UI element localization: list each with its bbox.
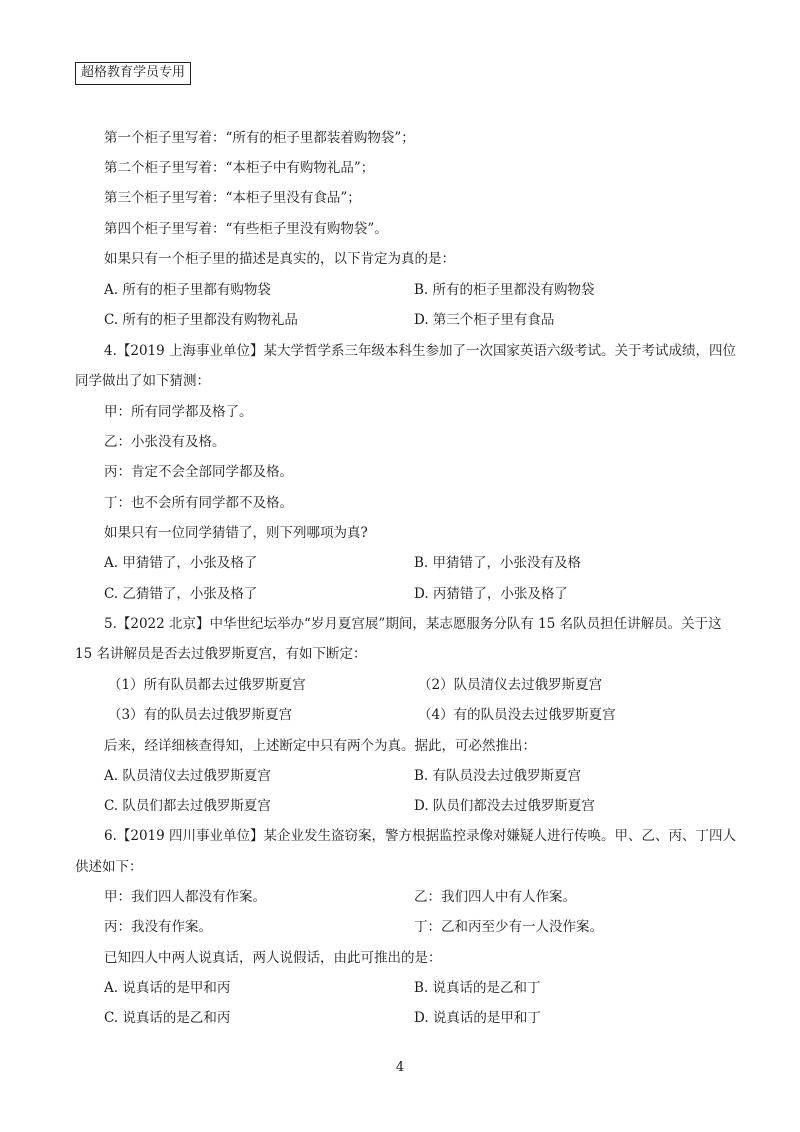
q4-option-c: C. 乙猜错了，小张及格了 bbox=[104, 586, 258, 602]
q4-guess-ding: 丁：也不会所有同学都不及格。 bbox=[104, 495, 293, 511]
q3-option-d: D. 第三个柜子里有食品 bbox=[414, 312, 555, 328]
q6-statement-jia: 甲：我们四人都没有作案。 bbox=[104, 889, 266, 905]
q4-option-b: B. 甲猜错了，小张没有及格 bbox=[414, 555, 582, 571]
q3-option-c: C. 所有的柜子里都没有购物礼品 bbox=[104, 312, 298, 328]
q6-stem-line-1: 6.【2019 四川事业单位】某企业发生盗窃案，警方根据监控录像对嫌疑人进行传唤。甲、乙、丙、丁四人 bbox=[104, 828, 737, 844]
q6-stem-line-2: 供述如下： bbox=[75, 859, 143, 875]
cabinet-3-text: 第三个柜子里写着：“本柜子里没有食品”； bbox=[104, 190, 361, 206]
cabinet-1-text: 第一个柜子里写着：“所有的柜子里都装着购物袋”； bbox=[104, 130, 415, 146]
q4-option-a: A. 甲猜错了，小张及格了 bbox=[104, 555, 258, 571]
q5-option-c: C. 队员们都去过俄罗斯夏宫 bbox=[104, 798, 271, 814]
page-number: 4 bbox=[395, 1060, 405, 1075]
student-only-label: 超格教育学员专用 bbox=[75, 62, 191, 85]
cabinet-2-text: 第二个柜子里写着：“本柜子中有购物礼品”； bbox=[104, 160, 375, 176]
q4-stem-line-2: 同学做出了如下猜测： bbox=[75, 373, 210, 389]
q5-statement-1: （1）所有队员都去过俄罗斯夏宫 bbox=[108, 677, 306, 693]
q6-option-b: B. 说真话的是乙和丁 bbox=[414, 980, 541, 996]
q3-question: 如果只有一个柜子里的描述是真实的，以下肯定为真的是： bbox=[104, 251, 455, 267]
q4-guess-yi: 乙：小张没有及格。 bbox=[104, 434, 226, 450]
q5-option-d: D. 队员们都没去过俄罗斯夏宫 bbox=[414, 798, 595, 814]
q6-statement-yi: 乙：我们四人中有人作案。 bbox=[414, 889, 576, 905]
q4-option-d: D. 丙猜错了，小张及格了 bbox=[414, 586, 568, 602]
q6-option-d: D. 说真话的是甲和丁 bbox=[414, 1010, 541, 1026]
q4-guess-jia: 甲：所有同学都及格了。 bbox=[104, 404, 253, 420]
q5-stem-line-1: 5.【2022 北京】中华世纪坛举办“岁月夏宫展”期间，某志愿服务分队有 15 名队员担任讲解员。关于这 bbox=[104, 616, 722, 632]
q5-question: 后来，经详细核查得知，上述断定中只有两个为真。据此，可必然推出： bbox=[104, 738, 536, 754]
q5-stem-line-2: 15 名讲解员是否去过俄罗斯夏宫，有如下断定： bbox=[75, 646, 367, 662]
q5-statement-4: （4）有的队员没去过俄罗斯夏宫 bbox=[418, 707, 616, 723]
q6-question: 已知四人中两人说真话，两人说假话，由此可推出的是： bbox=[104, 950, 442, 966]
q5-statement-2: （2）队员清仪去过俄罗斯夏宫 bbox=[418, 677, 603, 693]
q6-statement-bing: 丙：我没有作案。 bbox=[104, 919, 212, 935]
q6-option-c: C. 说真话的是乙和丙 bbox=[104, 1010, 231, 1026]
q6-statement-ding: 丁：乙和丙至少有一人没作案。 bbox=[414, 919, 603, 935]
q3-option-a: A. 所有的柜子里都有购物袋 bbox=[104, 282, 271, 298]
q5-option-a: A. 队员清仪去过俄罗斯夏宫 bbox=[104, 768, 271, 784]
q5-option-b: B. 有队员没去过俄罗斯夏宫 bbox=[414, 768, 582, 784]
cabinet-4-text: 第四个柜子里写着：“有些柜子里没有购物袋”。 bbox=[104, 221, 388, 237]
q5-statement-3: （3）有的队员去过俄罗斯夏宫 bbox=[108, 707, 293, 723]
q4-question: 如果只有一位同学猜错了，则下列哪项为真? bbox=[104, 525, 368, 541]
q4-stem-line-1: 4.【2019 上海事业单位】某大学哲学系三年级本科生参加了一次国家英语六级考试。关于考试成绩，四位 bbox=[104, 343, 737, 359]
q6-option-a: A. 说真话的是甲和丙 bbox=[104, 980, 231, 996]
q4-guess-bing: 丙：肯定不会全部同学都及格。 bbox=[104, 464, 293, 480]
q3-option-b: B. 所有的柜子里都没有购物袋 bbox=[414, 282, 595, 298]
